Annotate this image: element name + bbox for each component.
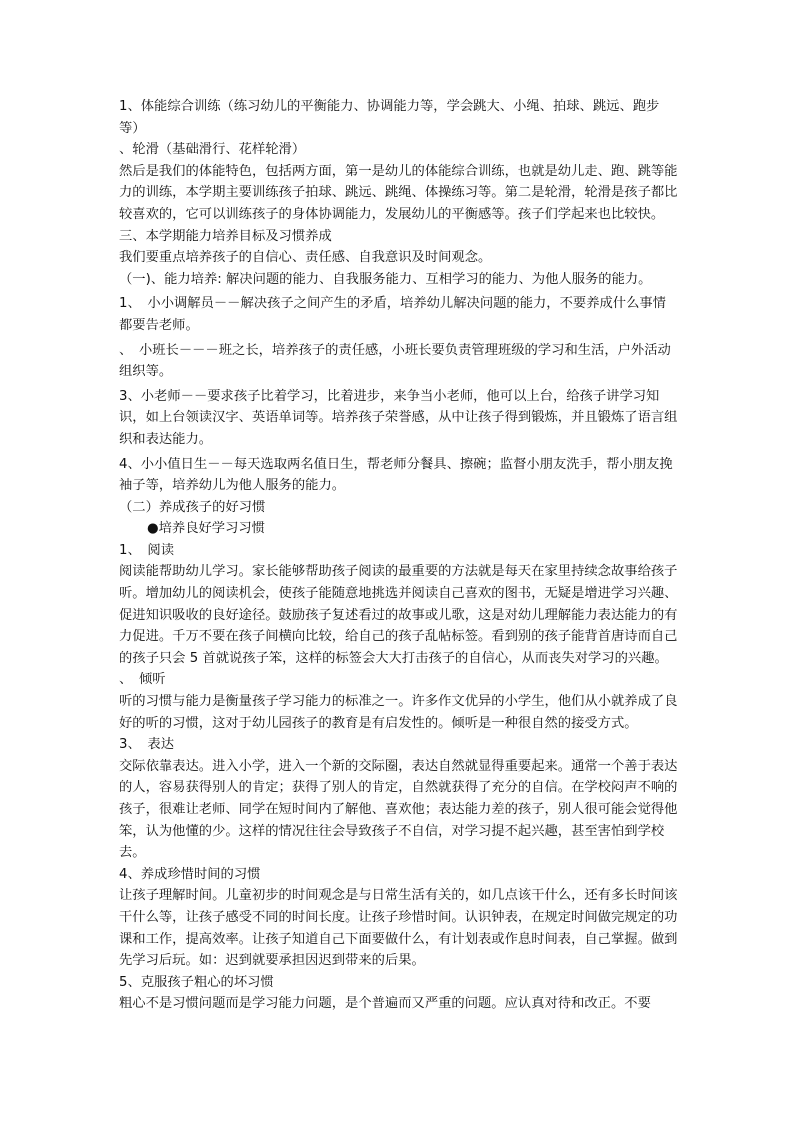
paragraph-reading: 阅读能帮助幼儿学习。家长能够帮助孩子阅读的最重要的方法就是每天在家里持续念故事给孩子听。增加幼儿的阅读机会，使孩子能随意地挑选并阅读自己喜欢的图书，无疑是增进学习兴趣、促进知识吸收的良好途径。鼓励孩子复述看过的故事或儿歌，这是对幼儿理解能力表达能力的有力促进。千万不要在孩子间横向比较，给自己的孩子乱帖标签。看到别的孩子能背首唐诗而自己的孩子只会 5 首就说孩子笨，这样的标签会大大打击孩子的自信心，从而丧失对学习的兴趣。 — [119, 564, 678, 666]
subsection-heading-ability: （一)、能力培养: 解决问题的能力、自我服务能力、互相学习的能力、为他人服务的能力。 — [119, 271, 652, 287]
paragraph-time: 让孩子理解时间。儿童初步的时间观念是与日常生活有关的，如几点该干什么，还有多长时间该干什么等，让孩子感受不同的时间长度。让孩子珍惜时间。认识钟表，在规定时间做完规定的功课和工作，提高效率。让孩子知道自己下面要做什么，有计划表或作息时间表，自己掌握。做到先学习后玩。如：迟到就要承担因迟到带来的后果。 — [119, 888, 678, 969]
paragraph-expression: 交际依靠表达。进入小学，进入一个新的交际圈，表达自然就显得重要起来。通常一个善于表达的人，容易获得别人的肯定；获得了别人的肯定，自然就获得了充分的自信。在学校闷声不响的孩子，很难让老师、同学在短时间内了解他、喜欢他；表达能力差的孩子，别人很可能会觉得他笨，认为他懂的少。这样的情况往往会导致孩子不自信，对学习提不起兴趣，甚至害怕到学校去。 — [119, 758, 678, 861]
subsection-heading-habits: （二）养成孩子的好习惯 — [119, 499, 266, 515]
item-heading-expression: 3、 表达 — [119, 737, 174, 753]
list-item-mediator: 1、 小小调解员－－解决孩子之间产生的矛盾，培养幼儿解决问题的能力，不要养成什么事情都要告老师。 — [119, 296, 666, 333]
paragraph-carelessness: 粗心不是习惯问题而是学习能力问题，是个普遍而又严重的问题。应认真对待和改正。不要 — [119, 996, 651, 1012]
list-item-little-teacher: 3、小老师－－要求孩子比着学习，比着进步，来争当小老师，他可以上台，给孩子讲学习知识，如上台领读汉字、英语单词等。培养孩子荣誉感，从中让孩子得到锻炼，并且锻炼了语言组织和表达能力。 — [119, 388, 678, 447]
item-heading-carelessness: 5、克服孩子粗心的坏习惯 — [119, 974, 274, 990]
section-heading-ability-goals: 三、本学期能力培养目标及习惯养成 — [119, 228, 332, 244]
list-item-monitor: 、 小班长－－－班之长，培养孩子的责任感，小班长要负责管理班级的学习和生活，户外活动组织等。 — [119, 342, 671, 380]
list-item-duty: 4、小小值日生－－每天选取两名值日生，帮老师分餐具、擦碗；监督小朋友洗手，帮小朋友挽袖子等，培养幼儿为他人服务的能力。 — [119, 456, 673, 494]
activity-item-physical-training: 1、体能综合训练（练习幼儿的平衡能力、协调能力等，学会跳大、小绳、拍球、跳远、跑步等） — [119, 99, 660, 136]
item-heading-listening: 、 倾听 — [119, 672, 166, 688]
activity-item-roller-skating: 、轮滑（基础滑行、花样轮滑） — [119, 142, 306, 158]
document-body — [119, 96, 679, 1015]
paragraph-physical-features: 然后是我们的体能特色，包括两方面，第一是幼儿的体能综合训练，也就是幼儿走、跑、跳等能力的训练，本学期主要训练孩子拍球、跳远、跳绳、体操练习等。第二是轮滑，轮滑是孩子都比较喜欢的，它可以训练孩子的身体协调能力，发展幼儿的平衡感等。孩子们学起来也比较快。 — [119, 163, 678, 222]
paragraph-focus: 我们要重点培养孩子的自信心、责任感、自我意识及时间观念。 — [119, 250, 492, 266]
item-heading-reading: 1、 阅读 — [119, 542, 174, 558]
bullet-heading-study-habits: ●培养良好学习习惯 — [147, 521, 265, 537]
paragraph-listening: 听的习惯与能力是衡量孩子学习能力的标准之一。许多作文优异的小学生，他们从小就养成了良好的听的习惯，这对于幼儿园孩子的教育是有启发性的。倾听是一种很自然的接受方式。 — [119, 694, 678, 731]
item-heading-time: 4、养成珍惜时间的习惯 — [119, 866, 261, 882]
